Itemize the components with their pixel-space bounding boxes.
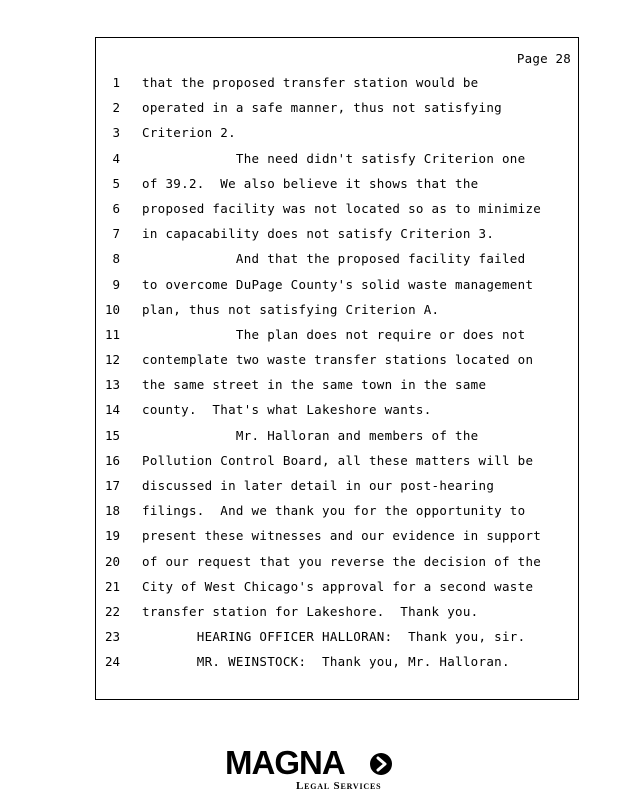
line-text: discussed in later detail in our post-hearing: [142, 478, 495, 493]
line-text: contemplate two waste transfer stations located on: [142, 352, 534, 368]
line-number: 24: [104, 654, 120, 670]
magna-logo: [225, 745, 395, 793]
transcript-line: [96, 176, 578, 201]
line-text: The plan does not require or does not: [142, 326, 526, 342]
transcript-line: [96, 554, 578, 579]
line-number: 16: [104, 452, 120, 468]
line-number: 14: [104, 402, 120, 418]
line-text: present these witnesses and our evidence in support: [142, 528, 542, 544]
transcript-line: [96, 151, 578, 176]
transcript-line: [96, 327, 578, 352]
line-text: operated in a safe manner, thus not satisfying: [142, 100, 502, 116]
line-text: MR. WEINSTOCK: Thank you, Mr. Halloran.: [142, 654, 510, 670]
transcript-line: [96, 277, 578, 302]
line-text: county. That's what Lakeshore wants.: [142, 402, 432, 418]
transcript-lines: [96, 75, 578, 680]
transcript-line: [96, 100, 578, 125]
line-text: filings. And we thank you for the opportunity to: [142, 503, 526, 519]
chevron-circle-icon: [369, 752, 393, 776]
line-number: 9: [112, 276, 120, 292]
line-number: 5: [112, 175, 120, 191]
line-number: 1: [112, 75, 120, 90]
line-number: 10: [104, 301, 120, 317]
line-text: to overcome DuPage County's solid waste management: [142, 276, 534, 292]
line-number: 18: [104, 503, 120, 519]
transcript-line: [96, 453, 578, 478]
line-number: 4: [112, 150, 120, 166]
line-text: The need didn't satisfy Criterion one: [142, 150, 526, 166]
line-text: of our request that you reverse the decision of the: [142, 553, 542, 569]
line-number: 2: [112, 100, 120, 116]
transcript-line: [96, 604, 578, 629]
line-text: in capacability does not satisfy Criterion 3.: [142, 226, 495, 242]
transcript-line: [96, 402, 578, 427]
line-text: of 39.2. We also believe it shows that the: [142, 175, 479, 191]
line-text: that the proposed transfer station would be: [142, 75, 479, 90]
line-text: the same street in the same town in the same: [142, 377, 487, 393]
transcript-line: [96, 629, 578, 654]
line-number: 23: [104, 629, 120, 645]
line-number: 6: [112, 200, 120, 216]
transcript-line: [96, 377, 578, 402]
line-text: transfer station for Lakeshore. Thank you.: [142, 603, 479, 619]
line-text: plan, thus not satisfying Criterion A.: [142, 301, 440, 317]
line-number: 22: [104, 603, 120, 619]
line-number: 21: [104, 578, 120, 594]
logo-wordmark: MAGNA: [225, 743, 345, 782]
line-number: 13: [104, 377, 120, 393]
transcript-line: [96, 478, 578, 503]
transcript-page: [95, 37, 579, 700]
line-text: And that the proposed facility failed: [142, 251, 526, 267]
logo-tagline: Legal Services: [296, 780, 382, 792]
line-number: 19: [104, 528, 120, 544]
line-text: proposed facility was not located so as to minimize: [142, 200, 542, 216]
line-text: Mr. Halloran and members of the: [142, 427, 479, 443]
transcript-line: [96, 654, 578, 679]
line-number: 11: [104, 326, 120, 342]
transcript-line: [96, 352, 578, 377]
transcript-line: [96, 503, 578, 528]
line-text: Criterion 2.: [142, 125, 236, 141]
line-text: Pollution Control Board, all these matters will be: [142, 452, 534, 468]
line-number: 15: [104, 427, 120, 443]
line-number: 12: [104, 352, 120, 368]
transcript-line: [96, 579, 578, 604]
transcript-line: [96, 528, 578, 553]
line-number: 17: [104, 478, 120, 493]
transcript-line: [96, 125, 578, 150]
transcript-line: [96, 302, 578, 327]
page-number: Page 28: [516, 51, 571, 66]
line-text: HEARING OFFICER HALLORAN: Thank you, sir.: [142, 629, 526, 645]
transcript-line: [96, 226, 578, 251]
transcript-line: [96, 428, 578, 453]
line-number: 8: [112, 251, 120, 267]
transcript-line: [96, 75, 578, 100]
transcript-line: [96, 251, 578, 276]
transcript-line: [96, 201, 578, 226]
line-number: 20: [104, 553, 120, 569]
line-text: City of West Chicago's approval for a second waste: [142, 578, 534, 594]
line-number: 7: [112, 226, 120, 242]
line-number: 3: [112, 125, 120, 141]
